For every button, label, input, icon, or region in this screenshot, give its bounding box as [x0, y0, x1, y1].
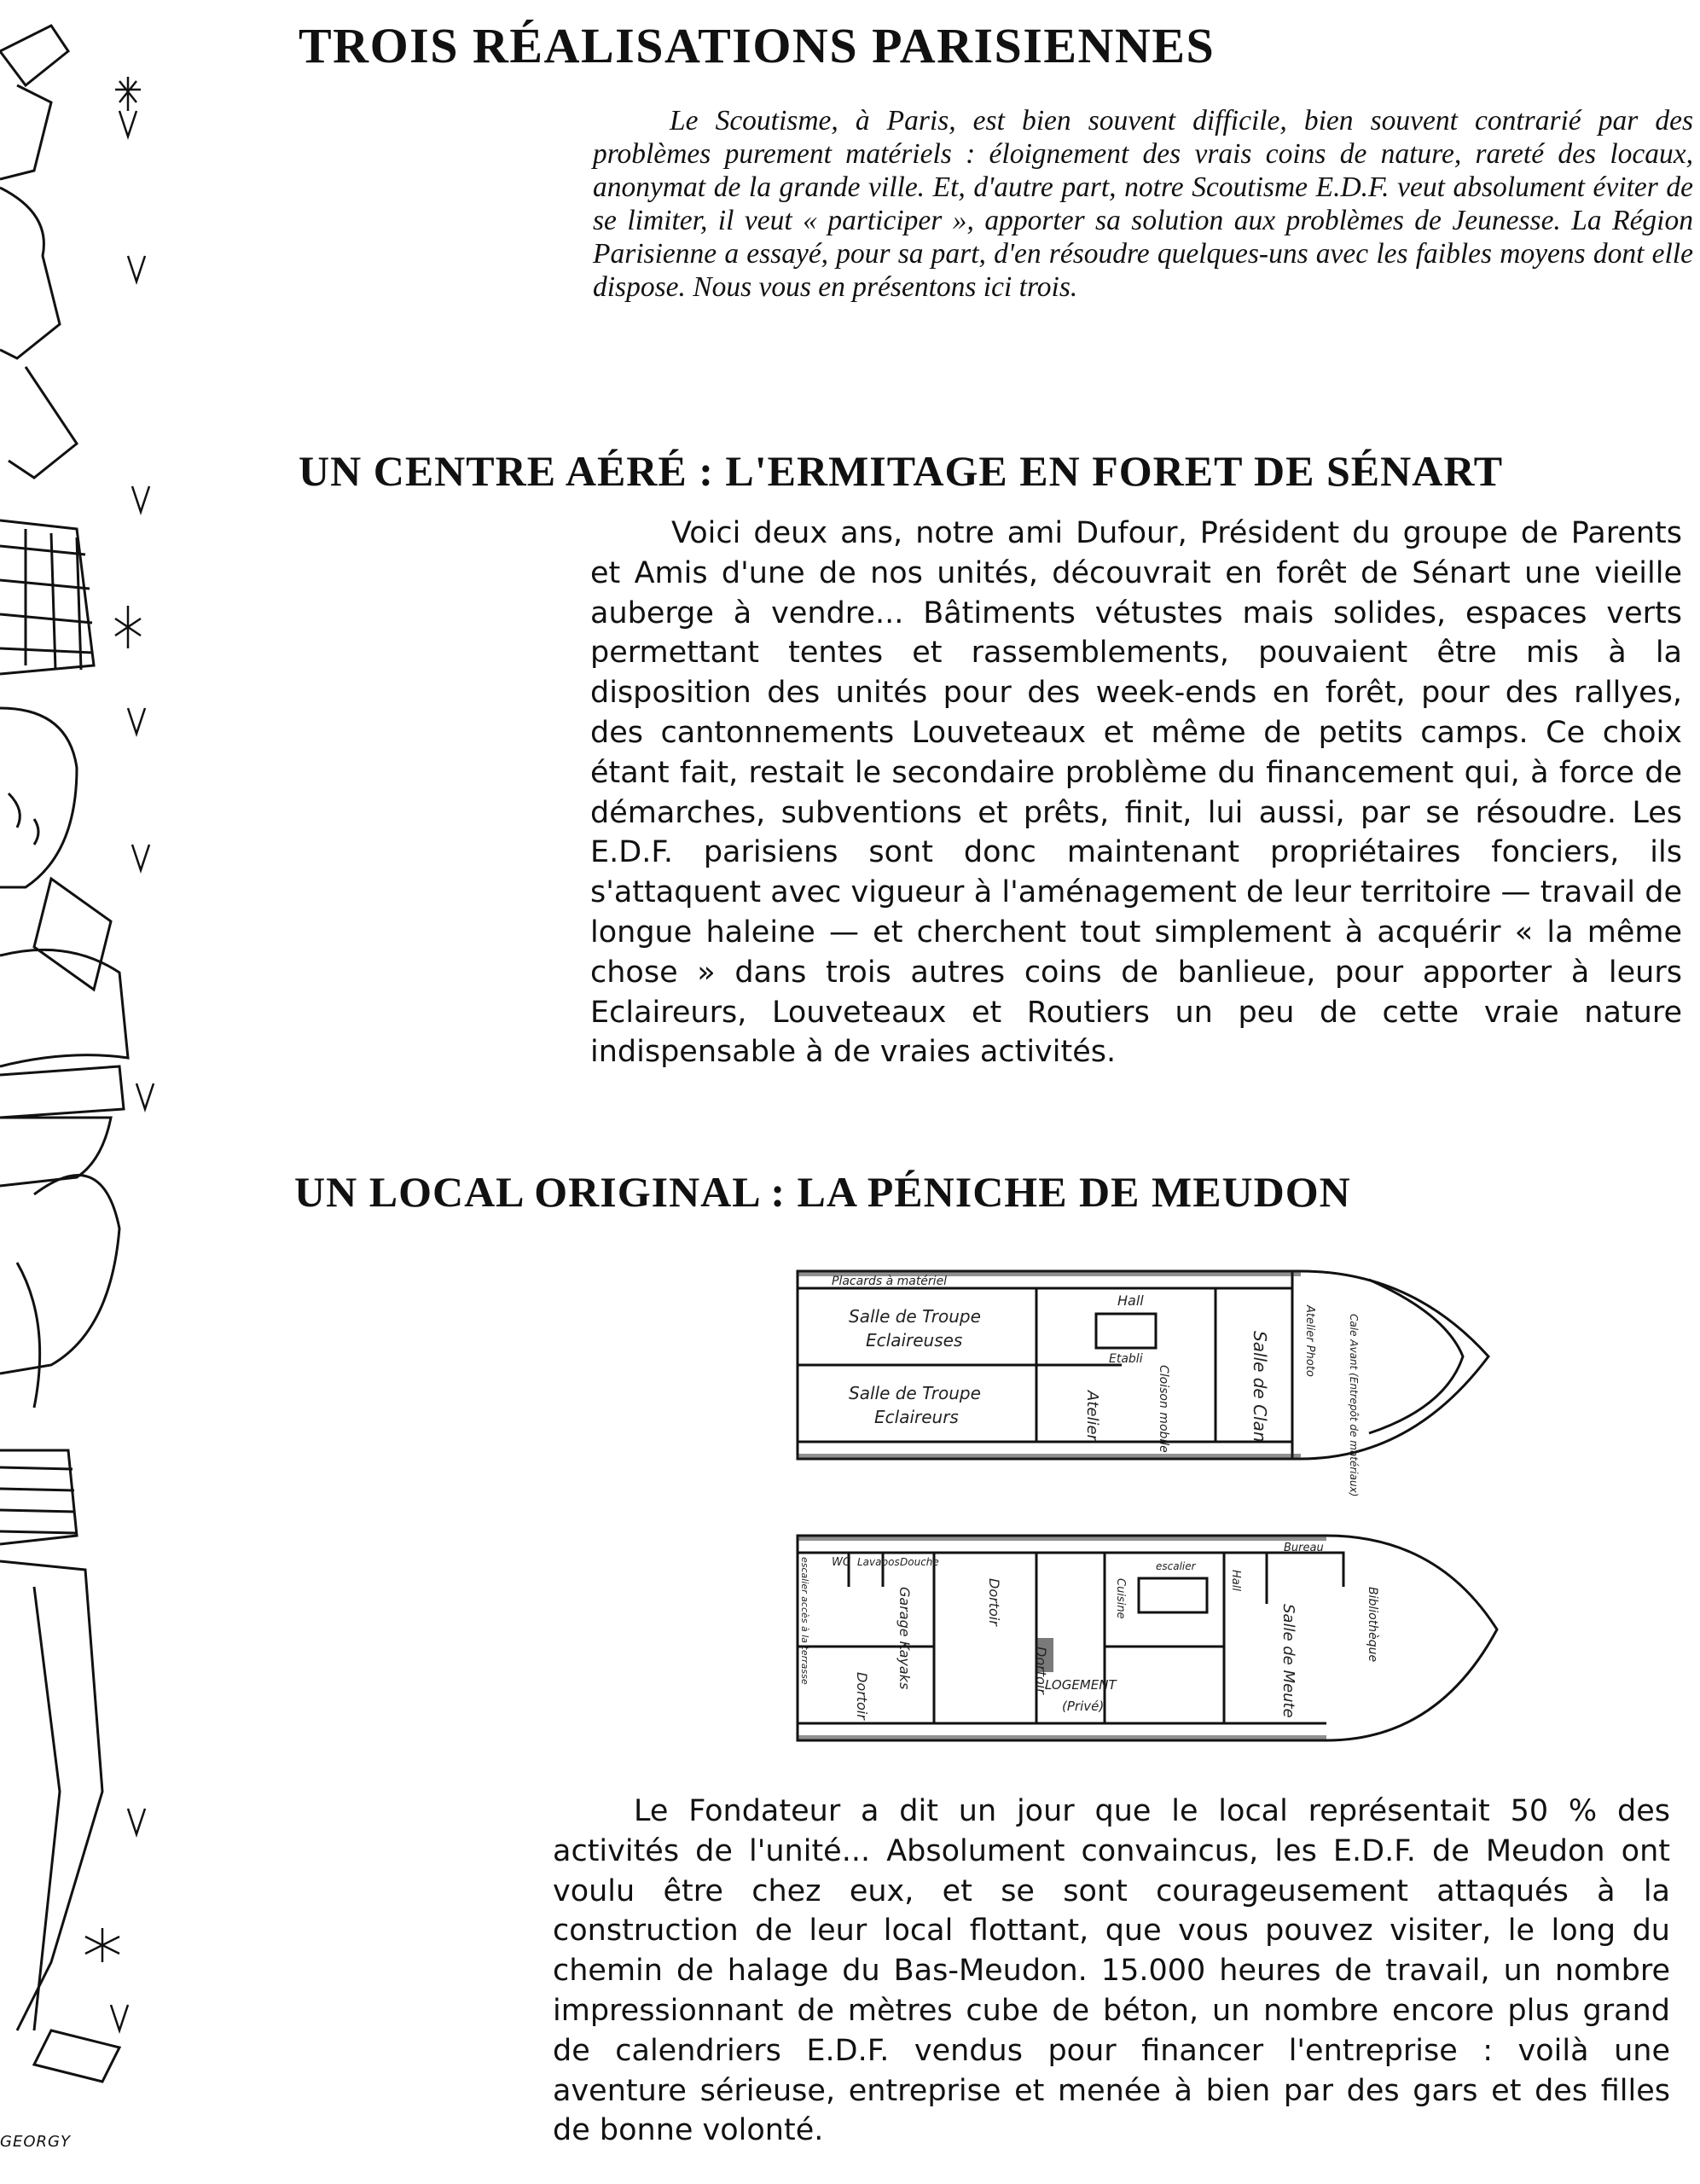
- label-cuisine: Cuisine: [1114, 1578, 1127, 1619]
- label-salle-meute: Salle de Meute: [1279, 1604, 1297, 1718]
- signature: GEORGY: [0, 2133, 71, 2151]
- section-heading-ermitage: UN CENTRE AÉRÉ : L'ERMITAGE EN FORET DE SÉNART: [299, 447, 1504, 495]
- label-salle-eclaireurs-1: Salle de Troupe: [849, 1383, 981, 1403]
- label-dortoir-2: Dortoir: [986, 1578, 1002, 1626]
- label-lavabos: Lavabos: [857, 1556, 900, 1568]
- label-atelier-photo: Atelier Photo: [1303, 1305, 1316, 1377]
- label-escalier-terrasse: escalier accès à la terrasse: [799, 1557, 810, 1685]
- label-logement: LOGEMENT: [1045, 1677, 1117, 1693]
- label-salle-eclaireuses-1: Salle de Troupe: [849, 1306, 981, 1327]
- page-title: TROIS RÉALISATIONS PARISIENNES: [299, 18, 1216, 73]
- label-hall-lower: Hall: [1229, 1570, 1242, 1591]
- label-placards: Placards à matériel: [832, 1275, 948, 1288]
- label-cloison: Cloison mobile: [1157, 1365, 1170, 1453]
- label-escalier: escalier: [1156, 1560, 1196, 1572]
- label-cale: Cale Avant (Entrepôt de matériaux): [1348, 1314, 1360, 1497]
- label-atelier: Atelier: [1083, 1391, 1101, 1441]
- barge-floor-plan: [780, 1263, 1506, 1757]
- label-dortoir-1: Dortoir: [854, 1672, 870, 1720]
- decorative-illustration: [0, 0, 171, 2184]
- section-body-ermitage: Voici deux ans, notre ami Dufour, Président du groupe de Parents et Amis d'une de nos unités, découvrait en forêt de Sénart une vieille auberge à vendre... Bâtiments vétustes mais solides, espaces verts permettant tentes et rassemblements, pouvaient être mis à la disposition des unités pour des week-ends en forêt, pour des rallyes, des cantonnements Louveteaux et même de petits camps. Ce choix étant fait, restait le secondaire problème du financement qui, à force de démarches, subventions et prêts, finit, lui aussi, par se résoudre. Les E.D.F. parisiens sont donc maintenant propriétaires fonciers, ils s'attaquent avec vigueur à l'aménagement de leur territoire — travail de longue haleine — et cherchent tout simplement à acquérir « la même chose » dans trois autres coins de banlieue, pour apporter à leurs Eclaireurs, Louveteaux et Routiers un peu de cette vraie nature indispensable à de vraies activités.: [590, 516, 1682, 1070]
- label-hall-upper: Hall: [1117, 1292, 1144, 1309]
- intro-paragraph: Le Scoutisme, à Paris, est bien souvent difficile, bien souvent contrarié par des problèmes purement matériels : éloignement des vrais coins de nature, rareté des locaux, anonymat de la grande ville. Et, d'autre part, notre Scoutisme E.D.F. veut absolument éviter de se limiter, il veut « participer », apporter sa solution aux problèmes de Jeunesse. La Région Parisienne a essayé, pour sa part, d'en résoudre quelques-uns avec les faibles moyens dont elle dispose. Nous vous en présentons ici trois.: [593, 105, 1693, 303]
- label-garage: Garage Kayaks: [896, 1587, 913, 1690]
- label-etabli: Etabli: [1109, 1352, 1143, 1366]
- label-salle-clan: Salle de Clan: [1250, 1331, 1270, 1443]
- label-bureau: Bureau: [1284, 1542, 1324, 1554]
- section-body-peniche: Le Fondateur a dit un jour que le local représentait 50 % des activités de l'unité... Absolument convaincus, les E.D.F. de Meudon ont voulu être chez eux, et se sont courageusement attaqués à la construction de leur local flottant, que vous pouvez visiter, le long du chemin de halage du Bas-Meudon. 15.000 heures de travail, un nombre impressionnant de mètres cube de béton, un nombre encore plus grand de calendriers E.D.F. vendus pour financer l'entreprise : voilà une aventure sérieuse, entreprise et menée à bien par des gars et des filles de bonne volonté.: [553, 1794, 1670, 2148]
- section-heading-peniche: UN LOCAL ORIGINAL : LA PÉNICHE DE MEUDON: [294, 1168, 1351, 1216]
- label-prive: (Privé): [1062, 1699, 1105, 1714]
- label-wc: WC: [832, 1556, 850, 1569]
- label-salle-eclaireuses-2: Eclaireuses: [866, 1330, 963, 1350]
- label-salle-eclaireurs-2: Eclaireurs: [874, 1407, 959, 1427]
- label-douche: Douche: [900, 1556, 939, 1568]
- label-bibliotheque: Bibliothèque: [1366, 1587, 1379, 1663]
- label-dortoir-3: Dortoir: [1033, 1647, 1049, 1694]
